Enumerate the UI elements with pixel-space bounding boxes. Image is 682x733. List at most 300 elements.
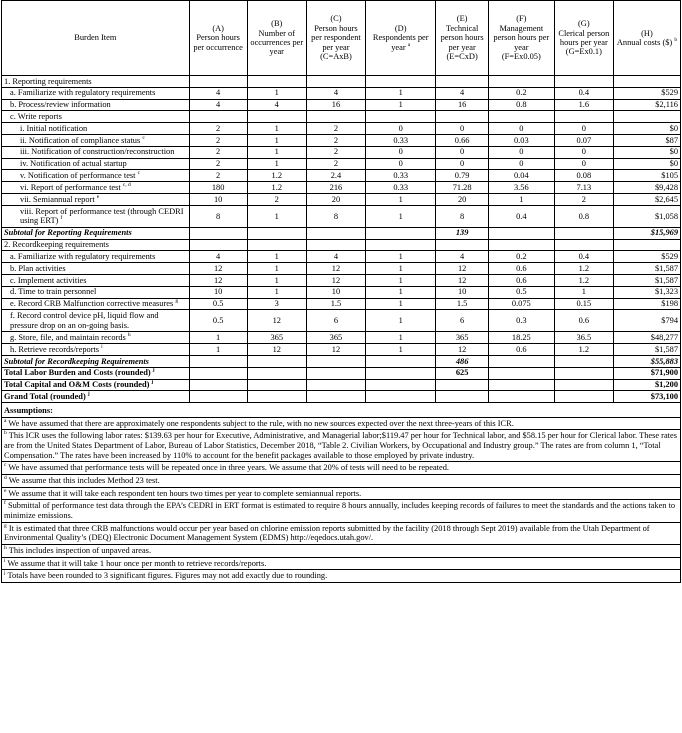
cell-clerical-hours: 36.5	[554, 332, 613, 344]
footnote-text: We assume that this includes Method 23 test.	[8, 476, 160, 486]
row-label	[2, 182, 190, 194]
footnote-text: Submittal of performance test data through the EPA’s CEDRI in ERT format is estimated to require 8 hours annually, includes keeping records of failures to meet the standards and the actions taken to minimize emissions.	[4, 501, 676, 521]
cell-clerical-hours: 0.4	[554, 251, 613, 263]
cell-person-hours-per-occurrence: 4	[189, 251, 247, 263]
cell-annual-costs: $1,587	[613, 263, 680, 275]
cell-hours-per-respondent: 2	[306, 134, 365, 146]
footnote-marker: c	[142, 134, 145, 141]
header-text: Technical person hours per year	[440, 23, 484, 52]
cell-annual-costs: $48,277	[613, 332, 680, 344]
cell-person-hours-per-occurrence: 12	[189, 263, 247, 275]
cell-hours-per-respondent: 365	[306, 332, 365, 344]
row-label	[2, 263, 190, 275]
cell-person-hours-per-occurrence	[189, 111, 247, 123]
cell-person-hours-per-occurrence: 2	[189, 134, 247, 146]
cell-respondents-per-year: 1	[366, 344, 436, 356]
header-occurrences-per-year	[247, 1, 306, 76]
cell-occurrences-per-year: 1	[247, 87, 306, 99]
cell-hours-per-respondent: 8	[306, 205, 365, 227]
cell-hours-per-respondent: 4	[306, 251, 365, 263]
cell-hours-per-respondent: 20	[306, 193, 365, 205]
header-text: (E)	[456, 14, 468, 24]
cell-management-hours	[488, 355, 554, 367]
cell-management-hours: 18.25	[488, 332, 554, 344]
cell-occurrences-per-year: 1	[247, 274, 306, 286]
cell-person-hours-per-occurrence: 1	[189, 332, 247, 344]
row-label-text: vii. Semiannual report	[20, 194, 95, 204]
row-label-text: b. Process/review information	[10, 100, 111, 110]
cell-respondents-per-year	[366, 111, 436, 123]
assumptions-section	[1, 403, 681, 583]
footnote-text: We have assumed that performance tests will be repeated once in three years. We assume that 20% of tests will need to be repeated.	[8, 463, 449, 473]
cell-annual-costs: $87	[613, 134, 680, 146]
header-annual-costs	[613, 1, 680, 76]
header-text: (B)	[271, 19, 283, 29]
cell-technical-hours: 20	[436, 193, 488, 205]
table-row	[2, 99, 681, 111]
cell-technical-hours	[436, 111, 488, 123]
cell-occurrences-per-year: 3	[247, 298, 306, 310]
footnote	[2, 488, 680, 501]
row-label	[2, 170, 190, 182]
cell-technical-hours: 71.28	[436, 182, 488, 194]
cell-hours-per-respondent	[306, 227, 365, 239]
cell-management-hours: 0.03	[488, 134, 554, 146]
cell-annual-costs: $71,900	[613, 367, 680, 379]
row-label-text: 2. Recordkeeping requirements	[4, 240, 109, 250]
cell-clerical-hours: 1.2	[554, 263, 613, 275]
footnote-mark: f	[4, 500, 6, 507]
table-row	[2, 205, 681, 227]
row-label-text: f. Record control device pH, liquid flow and pressure drop on an on-going basis.	[10, 311, 159, 330]
cell-technical-hours: 12	[436, 263, 488, 275]
cell-occurrences-per-year: 1.2	[247, 170, 306, 182]
header-technical-hours	[436, 1, 488, 76]
cell-respondents-per-year	[366, 379, 436, 391]
footnote	[2, 430, 680, 462]
cell-clerical-hours: 0.08	[554, 170, 613, 182]
table-row	[2, 367, 681, 379]
cell-annual-costs: $2,645	[613, 193, 680, 205]
footnote	[2, 462, 680, 475]
row-label	[2, 193, 190, 205]
footnote-marker: j	[87, 391, 90, 398]
cell-person-hours-per-occurrence: 2	[189, 146, 247, 158]
cell-technical-hours: 6	[436, 310, 488, 332]
header-text: (E=CxD)	[446, 52, 478, 62]
cell-annual-costs: $198	[613, 298, 680, 310]
footnote-marker: c	[137, 170, 141, 177]
cell-technical-hours: 0	[436, 146, 488, 158]
cell-hours-per-respondent: 2	[306, 123, 365, 135]
footnote-marker: a	[407, 41, 411, 48]
cell-hours-per-respondent: 2.4	[306, 170, 365, 182]
cell-respondents-per-year: 1	[366, 205, 436, 227]
cell-annual-costs: $73,100	[613, 391, 680, 403]
cell-occurrences-per-year	[247, 76, 306, 88]
cell-hours-per-respondent: 2	[306, 158, 365, 170]
cell-technical-hours: 0.66	[436, 134, 488, 146]
cell-respondents-per-year: 0	[366, 123, 436, 135]
footnote-mark: g	[4, 522, 7, 529]
row-label	[2, 391, 190, 403]
cell-hours-per-respondent: 12	[306, 263, 365, 275]
footnote	[2, 558, 680, 571]
table-row	[2, 111, 681, 123]
cell-person-hours-per-occurrence: 180	[189, 182, 247, 194]
cell-clerical-hours	[554, 379, 613, 391]
footnote-text: This includes inspection of unpaved areas.	[8, 546, 152, 555]
row-label-text: e. Record CRB Malfunction corrective measures	[10, 299, 174, 309]
cell-respondents-per-year: 1	[366, 332, 436, 344]
cell-management-hours: 0.8	[488, 99, 554, 111]
cell-technical-hours: 8	[436, 205, 488, 227]
footnote-marker: b	[674, 37, 678, 44]
cell-technical-hours: 16	[436, 99, 488, 111]
cell-annual-costs: $105	[613, 170, 680, 182]
cell-person-hours-per-occurrence: 2	[189, 123, 247, 135]
cell-occurrences-per-year: 1	[247, 123, 306, 135]
cell-occurrences-per-year: 365	[247, 332, 306, 344]
cell-person-hours-per-occurrence	[189, 379, 247, 391]
cell-management-hours	[488, 379, 554, 391]
cell-person-hours-per-occurrence: 4	[189, 87, 247, 99]
cell-management-hours: 0.04	[488, 170, 554, 182]
burden-table	[1, 0, 681, 403]
header-text: (G)	[578, 19, 590, 29]
cell-hours-per-respondent: 4	[306, 87, 365, 99]
row-label	[2, 367, 190, 379]
cell-technical-hours: 365	[436, 332, 488, 344]
footnote-text: It is estimated that three CRB malfunctions would occur per year based on chlorine emission reports submitted by the facility (2018 through Sept 2019) available from the Utah Department of Environmental Quality’s (DEQ) Electronic Document Management System (EDMS) http://eqedocs.utah.gov/.	[4, 523, 650, 543]
row-label-text: h. Retrieve records/reports	[10, 344, 100, 354]
cell-occurrences-per-year	[247, 111, 306, 123]
cell-clerical-hours: 0	[554, 158, 613, 170]
cell-hours-per-respondent: 1.5	[306, 298, 365, 310]
row-label-text: c. Write reports	[10, 112, 62, 122]
table-row	[2, 227, 681, 239]
table-row	[2, 170, 681, 182]
cell-management-hours: 0.4	[488, 205, 554, 227]
cell-annual-costs: $0	[613, 123, 680, 135]
cell-clerical-hours	[554, 111, 613, 123]
row-label	[2, 379, 190, 391]
cell-clerical-hours: 1.2	[554, 344, 613, 356]
cell-management-hours	[488, 227, 554, 239]
footnote-mark: b	[4, 430, 7, 437]
header-text: Management person hours per year	[493, 23, 550, 52]
cell-annual-costs: $2,116	[613, 99, 680, 111]
cell-person-hours-per-occurrence	[189, 391, 247, 403]
row-label-text: a. Familiarize with regulatory requirements	[10, 88, 156, 98]
cell-management-hours: 0.6	[488, 274, 554, 286]
cell-hours-per-respondent: 16	[306, 99, 365, 111]
cell-management-hours: 0.3	[488, 310, 554, 332]
row-label-text: ii. Notification of compliance status	[20, 135, 141, 145]
table-row	[2, 134, 681, 146]
cell-hours-per-respondent	[306, 379, 365, 391]
table-body	[2, 76, 681, 403]
cell-clerical-hours: 2	[554, 193, 613, 205]
header-person-hours-per-occurrence	[189, 1, 247, 76]
cell-person-hours-per-occurrence	[189, 76, 247, 88]
cell-occurrences-per-year: 1	[247, 251, 306, 263]
cell-clerical-hours	[554, 239, 613, 251]
row-label-text: i. Initial notification	[20, 123, 88, 133]
cell-clerical-hours	[554, 227, 613, 239]
cell-person-hours-per-occurrence: 1	[189, 344, 247, 356]
cell-person-hours-per-occurrence	[189, 367, 247, 379]
footnote-marker: j	[152, 367, 155, 374]
footnote-marker: i	[101, 344, 103, 351]
header-text: Clerical person hours per year	[558, 28, 610, 47]
cell-annual-costs: $1,587	[613, 274, 680, 286]
cell-respondents-per-year: 1	[366, 87, 436, 99]
cell-occurrences-per-year	[247, 355, 306, 367]
table-row	[2, 263, 681, 275]
cell-technical-hours: 625	[436, 367, 488, 379]
row-label	[2, 355, 190, 367]
cell-hours-per-respondent	[306, 239, 365, 251]
table-row	[2, 193, 681, 205]
cell-person-hours-per-occurrence: 8	[189, 205, 247, 227]
row-label-text: iii. Notification of construction/reconstruction	[20, 147, 175, 157]
cell-occurrences-per-year: 1	[247, 158, 306, 170]
cell-respondents-per-year	[366, 367, 436, 379]
cell-person-hours-per-occurrence: 12	[189, 274, 247, 286]
cell-clerical-hours: 0.6	[554, 310, 613, 332]
cell-technical-hours	[436, 391, 488, 403]
cell-technical-hours: 0	[436, 158, 488, 170]
header-text: Respondents per year	[372, 33, 429, 52]
cell-hours-per-respondent	[306, 391, 365, 403]
cell-respondents-per-year: 1	[366, 298, 436, 310]
cell-respondents-per-year: 1	[366, 99, 436, 111]
footnote	[2, 500, 680, 522]
cell-management-hours	[488, 76, 554, 88]
cell-management-hours: 0.2	[488, 87, 554, 99]
footnote-text: We assume that it will take 1 hour once per month to retrieve records/reports.	[7, 558, 267, 568]
cell-clerical-hours: 0	[554, 123, 613, 135]
cell-respondents-per-year: 1	[366, 193, 436, 205]
footnote-mark: e	[4, 487, 7, 494]
cell-annual-costs: $529	[613, 251, 680, 263]
row-label	[2, 205, 190, 227]
footnote-text: Totals have been rounded to 3 significant figures. Figures may not add exactly due to rounding.	[7, 571, 328, 581]
cell-management-hours: 0.075	[488, 298, 554, 310]
footnote-mark: h	[4, 545, 7, 552]
cell-occurrences-per-year: 1	[247, 205, 306, 227]
cell-occurrences-per-year	[247, 239, 306, 251]
cell-hours-per-respondent	[306, 76, 365, 88]
row-label	[2, 146, 190, 158]
table-row	[2, 76, 681, 88]
footnote-mark: d	[4, 475, 7, 482]
row-label	[2, 332, 190, 344]
row-label	[2, 99, 190, 111]
cell-respondents-per-year	[366, 76, 436, 88]
header-management-hours	[488, 1, 554, 76]
row-label	[2, 87, 190, 99]
cell-respondents-per-year: 1	[366, 263, 436, 275]
cell-respondents-per-year: 1	[366, 310, 436, 332]
cell-occurrences-per-year	[247, 227, 306, 239]
table-row	[2, 332, 681, 344]
footnote	[2, 475, 680, 488]
cell-hours-per-respondent	[306, 355, 365, 367]
table-row	[2, 251, 681, 263]
cell-annual-costs: $1,058	[613, 205, 680, 227]
cell-annual-costs: $0	[613, 158, 680, 170]
row-label	[2, 158, 190, 170]
cell-management-hours: 0.6	[488, 263, 554, 275]
cell-technical-hours: 12	[436, 344, 488, 356]
footnote-marker: e	[96, 193, 100, 200]
table-row	[2, 344, 681, 356]
cell-management-hours: 0	[488, 146, 554, 158]
footnote-marker: g	[175, 298, 179, 305]
cell-respondents-per-year: 0.33	[366, 170, 436, 182]
row-label	[2, 111, 190, 123]
cell-respondents-per-year: 0	[366, 158, 436, 170]
cell-annual-costs: $55,883	[613, 355, 680, 367]
cell-technical-hours: 0	[436, 123, 488, 135]
row-label-text: 1. Reporting requirements	[4, 76, 92, 86]
header-hours-per-respondent	[306, 1, 365, 76]
cell-occurrences-per-year: 12	[247, 344, 306, 356]
table-row	[2, 274, 681, 286]
cell-technical-hours: 0.79	[436, 170, 488, 182]
header-text: Burden Item	[74, 33, 117, 43]
table-row	[2, 310, 681, 332]
header-text: (D)	[394, 23, 407, 33]
header-text: Person hours per occurrence	[193, 33, 243, 52]
row-label	[2, 344, 190, 356]
table-row	[2, 123, 681, 135]
cell-occurrences-per-year: 1	[247, 263, 306, 275]
cell-occurrences-per-year: 1	[247, 134, 306, 146]
cell-management-hours	[488, 367, 554, 379]
footnote-marker: c, d	[122, 182, 131, 189]
header-text: (C)	[330, 14, 342, 24]
cell-occurrences-per-year: 1.2	[247, 182, 306, 194]
cell-clerical-hours	[554, 355, 613, 367]
row-label-text: b. Plan activities	[10, 263, 66, 273]
cell-occurrences-per-year: 4	[247, 99, 306, 111]
cell-respondents-per-year	[366, 391, 436, 403]
row-label	[2, 286, 190, 298]
cell-technical-hours: 12	[436, 274, 488, 286]
cell-clerical-hours	[554, 391, 613, 403]
cell-person-hours-per-occurrence	[189, 239, 247, 251]
cell-annual-costs: $529	[613, 87, 680, 99]
cell-occurrences-per-year	[247, 379, 306, 391]
header-text: (A)	[212, 23, 224, 33]
table-row	[2, 286, 681, 298]
footnote-marker: j	[151, 379, 154, 386]
footnote-marker: f	[60, 215, 63, 222]
cell-hours-per-respondent	[306, 367, 365, 379]
cell-management-hours: 3.56	[488, 182, 554, 194]
table-row	[2, 146, 681, 158]
cell-respondents-per-year	[366, 227, 436, 239]
row-label	[2, 76, 190, 88]
cell-hours-per-respondent	[306, 111, 365, 123]
cell-clerical-hours: 1.6	[554, 99, 613, 111]
burden-table-page	[1, 0, 681, 583]
cell-annual-costs: $794	[613, 310, 680, 332]
cell-person-hours-per-occurrence	[189, 355, 247, 367]
cell-clerical-hours: 0	[554, 146, 613, 158]
row-label-text: a. Familiarize with regulatory requirements	[10, 252, 156, 262]
cell-technical-hours	[436, 239, 488, 251]
header-text: Person hours per respondent per year	[311, 23, 361, 52]
table-row	[2, 158, 681, 170]
footnote-mark: c	[4, 462, 7, 469]
cell-technical-hours: 1.5	[436, 298, 488, 310]
cell-clerical-hours: 7.13	[554, 182, 613, 194]
footnote-text: This ICR uses the following labor rates: $139.63 per hour for Executive, Administrative, and Managerial labor;$119.47 per hour for Technical labor, and $58.15 per hour for Clerical labor. These rates are from the United States Department of Labor, Bureau of Labor Statistics, December 2018, “Table 2. Civilian Workers, by Occupational and Industry group.” The rates are from column 1, “Total Compensation.” The rates have been increased by 110% to account for the benefit packages available to those employed by private industry.	[4, 431, 677, 460]
row-label	[2, 298, 190, 310]
cell-clerical-hours: 0.07	[554, 134, 613, 146]
row-label	[2, 134, 190, 146]
row-label	[2, 274, 190, 286]
row-label	[2, 227, 190, 239]
header-respondents-per-year	[366, 1, 436, 76]
cell-management-hours	[488, 239, 554, 251]
cell-technical-hours: 139	[436, 227, 488, 239]
cell-management-hours	[488, 391, 554, 403]
cell-hours-per-respondent: 216	[306, 182, 365, 194]
footnote	[2, 418, 680, 431]
row-label-text: Grand Total (rounded)	[4, 392, 86, 402]
cell-person-hours-per-occurrence: 2	[189, 158, 247, 170]
cell-person-hours-per-occurrence: 0.5	[189, 298, 247, 310]
row-label-text: g. Store, file, and maintain records	[10, 333, 126, 343]
cell-clerical-hours	[554, 76, 613, 88]
cell-respondents-per-year	[366, 355, 436, 367]
footnote-mark: i	[4, 557, 6, 564]
cell-annual-costs	[613, 76, 680, 88]
cell-clerical-hours: 0.4	[554, 87, 613, 99]
table-row	[2, 87, 681, 99]
row-label-text: viii. Report of performance test (through CEDRI using ERT)	[20, 206, 184, 226]
cell-technical-hours	[436, 379, 488, 391]
header-text: Number of occurrences per year	[250, 28, 304, 57]
row-label-text: vi. Report of performance test	[20, 182, 121, 192]
cell-person-hours-per-occurrence	[189, 227, 247, 239]
row-label	[2, 123, 190, 135]
row-label-text: v. Notification of performance test	[20, 171, 136, 181]
row-label-text: iv. Notification of actual startup	[20, 159, 127, 169]
table-row	[2, 239, 681, 251]
row-label-text: c. Implement activities	[10, 275, 87, 285]
footnote	[2, 545, 680, 558]
cell-management-hours: 1	[488, 193, 554, 205]
cell-management-hours	[488, 111, 554, 123]
cell-clerical-hours: 1.2	[554, 274, 613, 286]
cell-clerical-hours: 0.15	[554, 298, 613, 310]
header-text: (G=Ex0.1)	[565, 47, 602, 57]
footnote-text: We assume that it will take each respondent ten hours two times per year to complete semiannual reports.	[8, 488, 362, 498]
cell-person-hours-per-occurrence: 0.5	[189, 310, 247, 332]
cell-respondents-per-year	[366, 239, 436, 251]
table-row	[2, 182, 681, 194]
cell-occurrences-per-year	[247, 367, 306, 379]
cell-technical-hours: 4	[436, 251, 488, 263]
cell-occurrences-per-year: 1	[247, 146, 306, 158]
cell-management-hours: 0.2	[488, 251, 554, 263]
